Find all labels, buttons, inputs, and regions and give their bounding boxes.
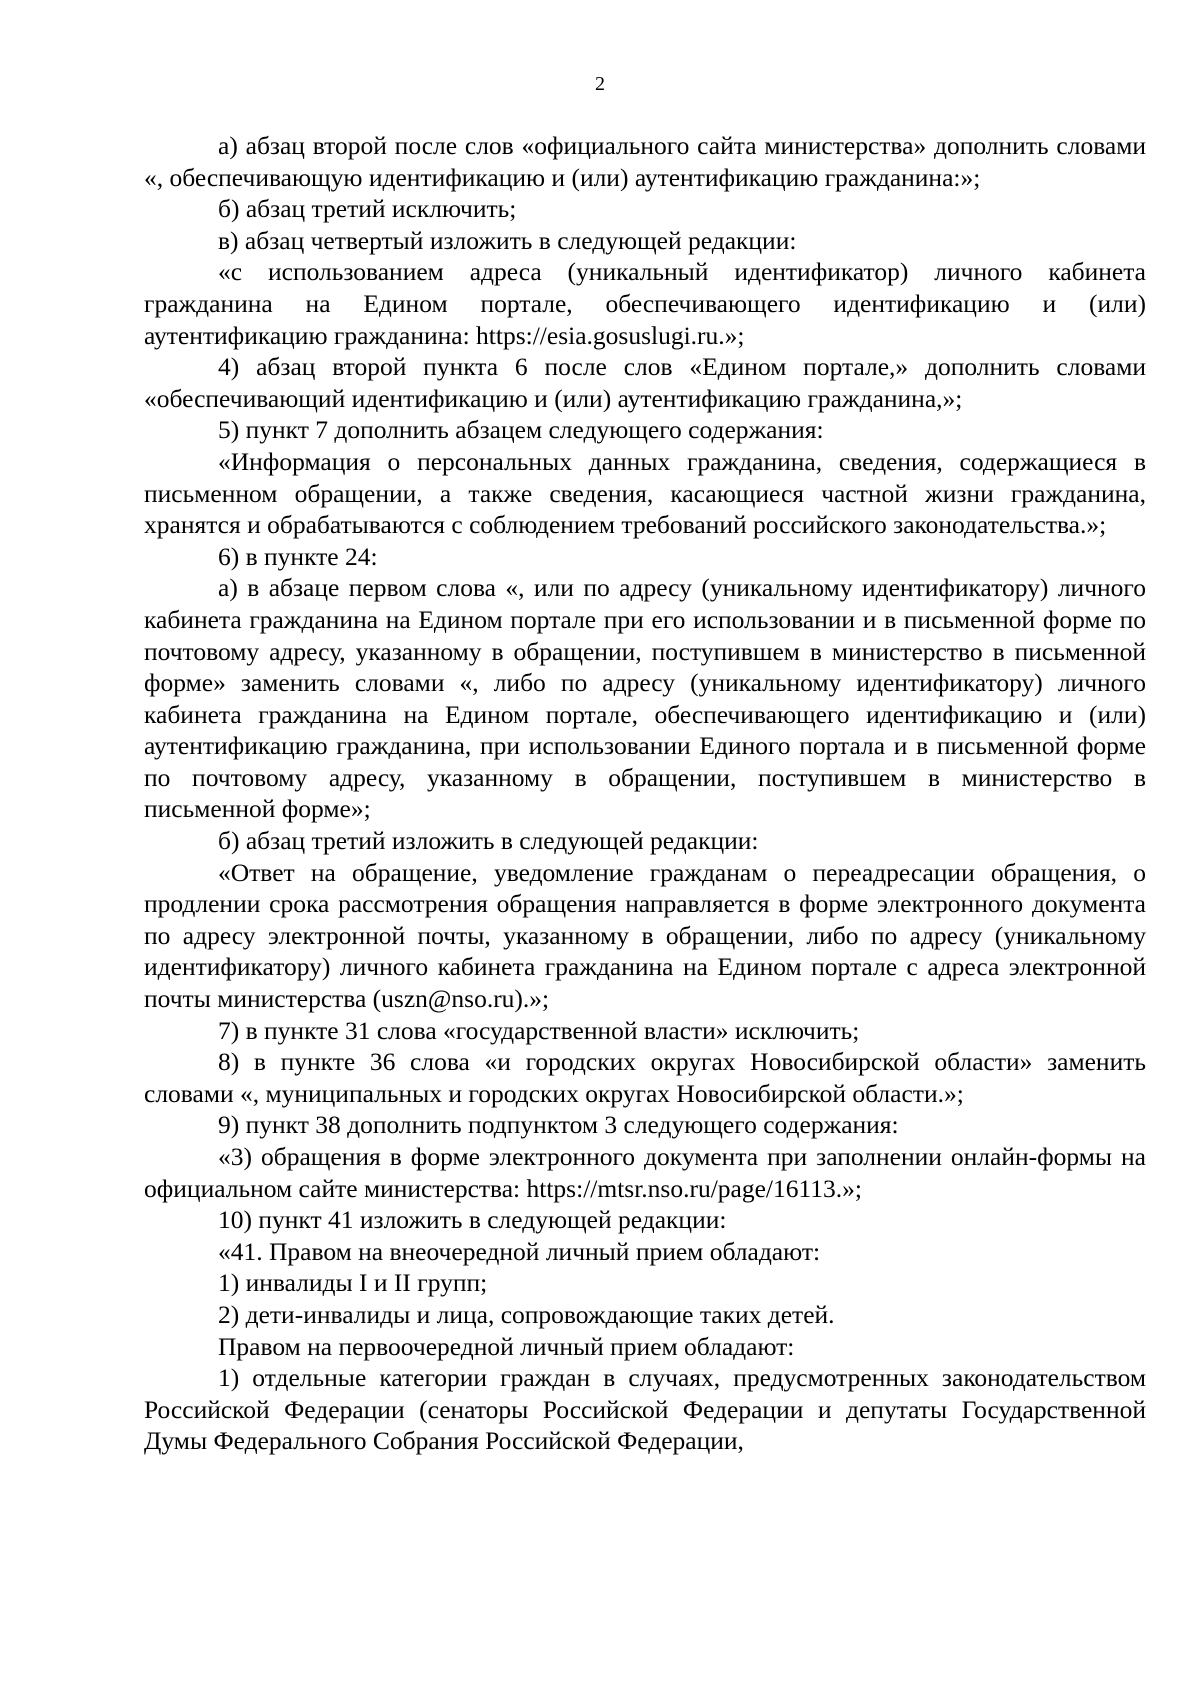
paragraph: а) в абзаце первом слова «, или по адресу (уникальному идентификатору) личного кабинета гражданина на Едином портале при его использовании и в письменной форме по почтовому адресу, указанному в обращении, поступившем в министерство в письменной форме» заменить словами «, либо по адресу (уникальному идентификатору) личного кабинета гражданина на Едином портале, обеспечивающего идентификацию и (или) аутентификацию гражданина, при использовании Единого портала и в письменной форме по почтовому адресу, указанному в обращении, поступившем в министерство в письменной форме»; <box>144 573 1146 824</box>
paragraph: 7) в пункте 31 слова «государственной власти» исключить; <box>218 1015 860 1045</box>
paragraph: 10) пункт 41 изложить в следующей редакции: <box>218 1205 727 1235</box>
paragraph: 8) в пункте 36 слова «и городских округах Новосибирской области» заменить словами «, муниципальных и городских округах Новосибирской области.»; <box>144 1047 1146 1108</box>
paragraph: «41. Правом на внеочередной личный прием обладают: <box>218 1236 821 1266</box>
paragraph: 1) инвалиды I и II групп; <box>218 1268 488 1298</box>
paragraph: б) абзац третий изложить в следующей редакции: <box>218 826 759 856</box>
page-number: 2 <box>595 73 605 95</box>
paragraph: 9) пункт 38 дополнить подпунктом 3 следующего содержания: <box>218 1110 899 1140</box>
paragraph: «3) обращения в форме электронного документа при заполнении онлайн-формы на официальном сайте министерства: https://mtsr.nso.ru/page/16113.»; <box>144 1142 1146 1203</box>
paragraph: 4) абзац второй пункта 6 после слов «Едином портале,» дополнить словами «обеспечивающий идентификацию и (или) аутентификацию гражданина,»; <box>144 352 1146 413</box>
paragraph: в) абзац четвертый изложить в следующей редакции: <box>218 225 797 255</box>
paragraph: 1) отдельные категории граждан в случаях, предусмотренных законодательством Российской Федерации (сенаторы Российской Федерации и депутаты Государственной Думы Федерального Собрания Российской Федерации, <box>144 1363 1146 1456</box>
paragraph: б) абзац третий исключить; <box>218 194 517 224</box>
paragraph: 5) пункт 7 дополнить абзацем следующего содержания: <box>218 415 824 445</box>
document-body <box>144 130 1146 1457</box>
paragraph: «Информация о персональных данных гражданина, сведения, содержащиеся в письменном обращении, а также сведения, касающиеся частной жизни гражданина, хранятся и обрабатываются с соблюдением требований российского законодательства.»; <box>144 446 1146 540</box>
paragraph: Правом на первоочередной личный прием обладают: <box>218 1331 795 1361</box>
paragraph: 2) дети-инвалиды и лица, сопровождающие таких детей. <box>218 1299 835 1329</box>
paragraph: «с использованием адреса (уникальный идентификатор) личного кабинета гражданина на Едином портале, обеспечивающего идентификацию и (или) аутентификацию гражданина: https://esia.gosuslugi.ru.»; <box>144 257 1146 350</box>
paragraph: «Ответ на обращение, уведомление гражданам о переадресации обращения, о продлении срока рассмотрения обращения направляется в форме электронного документа по адресу электронной почты, указанному в обращении, либо по адресу (уникальному идентификатору) личного кабинета гражданина на Едином портале с адреса электронной почты министерства (uszn@nso.ru).»; <box>144 857 1146 1014</box>
paragraph: а) абзац второй после слов «официального сайта министерства» дополнить словами «, обеспечивающую идентификацию и (или) аутентификацию гражданина:»; <box>144 131 1146 192</box>
paragraph: 6) в пункте 24: <box>218 541 378 571</box>
